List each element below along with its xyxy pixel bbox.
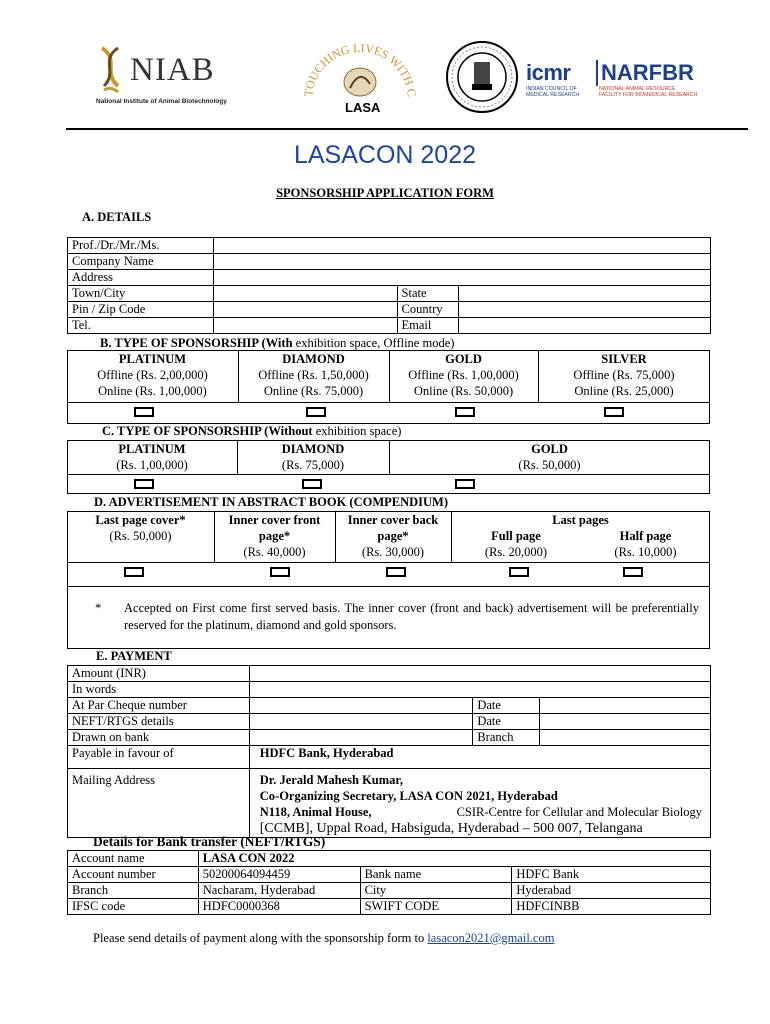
- branch-value: Nacharam, Hyderabad: [198, 883, 360, 899]
- section-d-heading: D. ADVERTISEMENT IN ABSTRACT BOOK (COMPENDIUM): [94, 495, 449, 509]
- details-label: State: [397, 286, 459, 302]
- account-name-value: LASA CON 2022: [202, 851, 295, 865]
- drawn-on-bank-field[interactable]: [249, 730, 473, 746]
- platinum-checkbox[interactable]: [134, 479, 154, 489]
- bank-label: Bank name: [360, 867, 512, 883]
- ad-option-name: Inner cover front: [228, 513, 321, 527]
- city-value: Hyderabad: [512, 883, 711, 899]
- footer-note: [93, 931, 554, 946]
- platinum-offline-checkbox[interactable]: [134, 407, 154, 417]
- section-a-heading: A. DETAILS: [82, 210, 152, 224]
- silver-offline-checkbox[interactable]: [604, 407, 624, 417]
- table-row: [68, 899, 711, 915]
- logo-row: [0, 38, 770, 118]
- bank-label: IFSC code: [68, 899, 199, 915]
- ad-half-page: [581, 528, 710, 560]
- state-field[interactable]: [459, 286, 711, 302]
- tier-online-price: Online (Rs. 50,000): [413, 384, 514, 398]
- icmr-name: icmr: [526, 60, 571, 85]
- mailing-line: [CCMB], Uppal Road, Habsiguda, Hyderabad – 500 007, Telangana: [259, 821, 643, 836]
- neft-details-field[interactable]: [249, 714, 473, 730]
- account-number-value: 50200064094459: [198, 867, 360, 883]
- divider: [67, 474, 710, 475]
- tier-silver: [538, 351, 710, 399]
- ad-last-pages-heading: [451, 512, 710, 528]
- tier-diamond: [237, 441, 389, 473]
- table-row: [68, 746, 711, 769]
- niab-name: NIAB: [130, 52, 215, 88]
- tier-name: DIAMOND: [282, 352, 345, 366]
- divider: [67, 586, 710, 587]
- payment-label: Date: [473, 714, 540, 730]
- footer-text: Please send details of payment along with the sponsorship form to: [93, 931, 428, 945]
- lasa-name: LASA: [345, 100, 381, 115]
- narfbr-full-name: NATIONAL ANIMAL RESOURCE FACILITY FOR BIOMEDICAL RESEARCH: [599, 86, 698, 98]
- tier-online-price: Online (Rs. 25,000): [574, 384, 674, 398]
- table-row: [68, 238, 711, 254]
- tier-name: PLATINUM: [118, 352, 187, 366]
- section-c-heading-rest: exhibition space): [312, 424, 402, 438]
- tier-diamond: [238, 351, 389, 399]
- table-row: [68, 682, 711, 698]
- table-row: [68, 851, 711, 867]
- bank-label: Account number: [68, 867, 199, 883]
- lasa-logo: [300, 38, 420, 118]
- payment-label: Amount (INR): [68, 666, 250, 682]
- divider: [67, 562, 710, 563]
- tier-platinum: [67, 441, 237, 473]
- narfbr-name: NARFBR: [596, 60, 694, 86]
- country-field[interactable]: [459, 302, 711, 318]
- payment-label: At Par Cheque number: [68, 698, 250, 714]
- ad-inner-cover-back: [335, 512, 451, 560]
- dna-helix-icon: [96, 46, 126, 96]
- bank-transfer-heading: Details for Bank transfer (NEFT/RTGS): [93, 834, 326, 849]
- table-row: [68, 270, 711, 286]
- in-words-field[interactable]: [249, 682, 710, 698]
- header-divider: [66, 128, 748, 130]
- table-row: [68, 714, 711, 730]
- details-label: Pin / Zip Code: [68, 302, 214, 318]
- ad-option-name: Last page cover*: [95, 513, 186, 527]
- address-field[interactable]: [213, 270, 710, 286]
- ad-option-price: (Rs. 10,000): [614, 545, 677, 559]
- payable-value-text: HDFC Bank, Hyderabad: [259, 746, 394, 760]
- payment-label: Drawn on bank: [68, 730, 250, 746]
- page-title: LASACON 2022: [293, 141, 477, 169]
- payment-label: Mailing Address: [68, 769, 250, 838]
- gold-offline-checkbox[interactable]: [455, 407, 475, 417]
- bank-label: Account name: [68, 851, 199, 867]
- tier-name: SILVER: [601, 352, 647, 366]
- tier-online-price: Online (Rs. 1,00,000): [98, 384, 207, 398]
- table-row: [68, 666, 711, 682]
- ad-option-name: Half page: [619, 529, 672, 543]
- table-row: [68, 867, 711, 883]
- form-subtitle: SPONSORSHIP APPLICATION FORM: [276, 186, 494, 200]
- section-b-heading-rest: exhibition space, Offline mode): [292, 336, 455, 350]
- payment-label: Branch: [473, 730, 540, 746]
- tier-price: (Rs. 75,000): [281, 458, 345, 472]
- divider: [67, 402, 710, 403]
- ad-option-price: (Rs. 30,000): [361, 545, 425, 559]
- tier-offline-price: Offline (Rs. 1,50,000): [258, 368, 369, 382]
- section-c-heading-bold: C. TYPE OF SPONSORSHIP (Without: [102, 424, 313, 438]
- tier-name: PLATINUM: [118, 442, 186, 456]
- details-label: Prof./Dr./Mr./Ms.: [68, 238, 214, 254]
- icmr-full-name: INDIAN COUNCIL OF MEDICAL RESEARCH: [526, 86, 580, 98]
- ad-full-page: [451, 528, 581, 560]
- payment-table: [67, 665, 711, 838]
- details-label: Address: [68, 270, 214, 286]
- email-link[interactable]: lasacon2021@gmail.com: [427, 931, 555, 945]
- csir-emblem-icon: [445, 40, 519, 114]
- ifsc-value: HDFC0000368: [198, 899, 360, 915]
- niab-full-name: National Institute of Animal Biotechnology: [96, 98, 227, 105]
- company-field[interactable]: [213, 254, 710, 270]
- bank-label: SWIFT CODE: [360, 899, 512, 915]
- details-table: [67, 237, 711, 334]
- mailing-line-bold: N118, Animal House,: [259, 805, 372, 819]
- table-row: [68, 254, 711, 270]
- bank-name-value: HDFC Bank: [512, 867, 711, 883]
- diamond-checkbox[interactable]: [302, 479, 322, 489]
- ad-option-name: page*: [377, 529, 409, 543]
- table-row: [68, 698, 711, 714]
- cheque-number-field[interactable]: [249, 698, 473, 714]
- payment-label: Date: [473, 698, 540, 714]
- ad-inner-cover-front: [214, 512, 335, 560]
- ad-option-name: Full page: [491, 529, 541, 543]
- gold-checkbox[interactable]: [455, 479, 475, 489]
- neft-date-field[interactable]: [540, 714, 711, 730]
- tier-offline-price: Offline (Rs. 1,00,000): [408, 368, 519, 382]
- details-label: Company Name: [68, 254, 214, 270]
- email-field[interactable]: [459, 318, 711, 334]
- note-asterisk: *: [95, 601, 102, 615]
- bank-details-table: [67, 850, 711, 915]
- town-field[interactable]: [213, 286, 397, 302]
- tier-name: DIAMOND: [281, 442, 345, 456]
- mailing-address: [249, 769, 710, 838]
- table-row: [68, 730, 711, 746]
- full-page-checkbox[interactable]: [509, 567, 529, 577]
- amount-field[interactable]: [249, 666, 710, 682]
- tier-gold: [389, 441, 710, 473]
- table-row: [68, 302, 711, 318]
- section-b-heading: [100, 336, 454, 351]
- tier-price: (Rs. 1,00,000): [116, 458, 188, 472]
- name-field[interactable]: [213, 238, 710, 254]
- mailing-line: Co-Organizing Secretary, LASA CON 2021, Hyderabad: [259, 789, 558, 803]
- tel-field[interactable]: [213, 318, 397, 334]
- ad-option-name: Inner cover back: [347, 513, 439, 527]
- bank-value: [198, 851, 710, 867]
- mailing-line-rest: CSIR-Centre for Cellular and Molecular Biology: [456, 805, 702, 819]
- payable-value: [249, 746, 710, 769]
- details-label: Country: [397, 302, 459, 318]
- mailing-line: [260, 804, 702, 820]
- tier-offline-price: Offline (Rs. 2,00,000): [97, 368, 208, 382]
- ad-option-price: (Rs. 20,000): [484, 545, 548, 559]
- bank-label: Branch: [68, 883, 199, 899]
- section-c-heading: [102, 424, 401, 439]
- tier-gold: [389, 351, 538, 399]
- mailing-line: Dr. Jerald Mahesh Kumar,: [259, 773, 403, 787]
- ad-option-price: (Rs. 50,000): [109, 529, 172, 543]
- niab-logo: [96, 46, 246, 108]
- table-row: [68, 318, 711, 334]
- tier-platinum: [67, 351, 238, 399]
- tier-price: (Rs. 50,000): [518, 458, 581, 472]
- half-page-checkbox[interactable]: [623, 567, 643, 577]
- table-row: [68, 769, 711, 838]
- ad-last-pages-label: Last pages: [552, 513, 609, 527]
- table-row: [68, 286, 711, 302]
- cheque-date-field[interactable]: [540, 698, 711, 714]
- payment-label: In words: [68, 682, 250, 698]
- payment-label: Payable in favour of: [68, 746, 250, 769]
- ad-option-name: page*: [258, 529, 291, 543]
- section-e-heading: E. PAYMENT: [96, 649, 172, 663]
- pin-field[interactable]: [213, 302, 397, 318]
- tier-offline-price: Offline (Rs. 75,000): [573, 368, 675, 382]
- branch-field[interactable]: [540, 730, 711, 746]
- section-b-heading-bold: B. TYPE OF SPONSORSHIP (With: [100, 336, 293, 350]
- payment-label: NEFT/RTGS details: [68, 714, 250, 730]
- table-row: [68, 883, 711, 899]
- bank-label: City: [360, 883, 512, 899]
- lasa-arc-text: TOUCHING LIVES WITH C: [301, 40, 419, 98]
- advertisement-note: Accepted on First come first served basis. The inner cover (front and back) advertisement will be preferentially reserved for the platinum, diamond and gold sponsors.: [124, 601, 699, 632]
- inner-cover-back-checkbox[interactable]: [386, 567, 406, 577]
- tier-name: GOLD: [445, 352, 482, 366]
- details-label: Email: [397, 318, 459, 334]
- icmr-narfbr-logo: [526, 60, 696, 100]
- last-page-cover-checkbox[interactable]: [124, 567, 144, 577]
- details-label: Town/City: [68, 286, 214, 302]
- inner-cover-front-checkbox[interactable]: [270, 567, 290, 577]
- tier-online-price: Online (Rs. 75,000): [263, 384, 364, 398]
- swift-value: HDFCINBB: [512, 899, 711, 915]
- diamond-offline-checkbox[interactable]: [306, 407, 326, 417]
- ad-option-price: (Rs. 40,000): [243, 545, 306, 559]
- ad-last-page-cover: [67, 512, 214, 544]
- tier-name: GOLD: [531, 442, 568, 456]
- details-label: Tel.: [68, 318, 214, 334]
